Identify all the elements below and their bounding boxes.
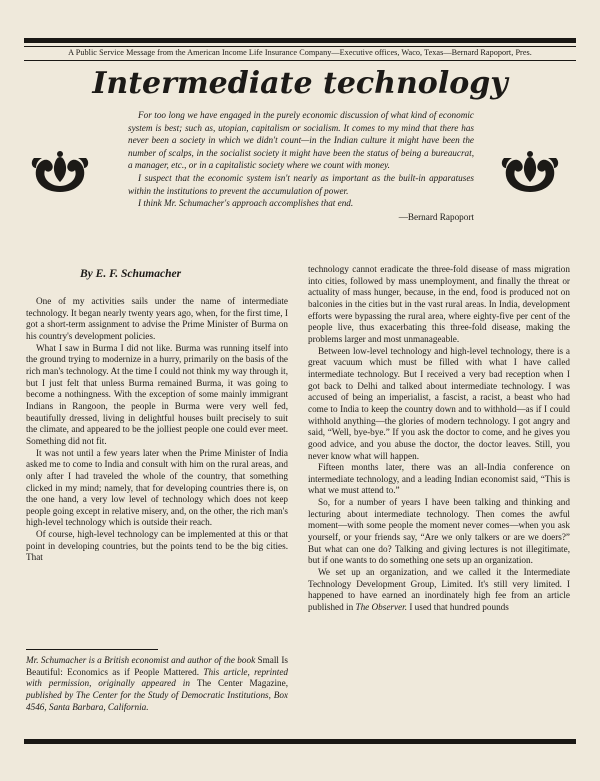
body-paragraph: Fifteen months later, there was an all-India conference on intermediate technology, and a leading Indian economist said, “This is what we must attend to.”: [308, 462, 570, 496]
bottom-rule: [24, 739, 576, 744]
intro-note: [128, 109, 474, 223]
author-note: [26, 655, 288, 714]
intro-signature: —Bernard Rapoport: [398, 211, 474, 222]
body-paragraph: What I saw in Burma I did not like. Burma was running itself into the ground trying to modernize in a hurry, primarily on the basis of the rich man's technology. At the time I could not think my way through it, but I just felt that unless Burma remained Burma, it was going to become a nothingness. With the exception of some mainly immigrant Indians in Rangoon, the people in Burma were very well fed, beautifully dressed, living in delightful houses built precisely to suit the climate, and appeared to be the jolliest people one could ever meet. Something did not fit.: [26, 342, 288, 446]
sponsor-header: A Public Service Message from the American Income Life Insurance Company—Executive offices, Waco, Texas—Bernard Rapoport, Pres.: [68, 48, 532, 57]
body-text: We set up an organization, and we called it the Intermediate Technology Development Group, Limited. It's still very limited. I happened to have earned an inordinately high fee from an article published in: [308, 567, 570, 613]
ornament-left-icon: [30, 148, 90, 194]
magazine-title: The Center Magazine,: [196, 678, 288, 689]
byline: By E. F. Schumacher: [80, 268, 182, 280]
body-paragraph: It was not until a few years later when the Prime Minister of India asked me to come to India and consult with him on the rural areas, and only after I had traveled the whole of the country, that something clicked in my mind; namely, that for developing countries there is, on the one hand, a very low level of technology which does not keep people going except in relative misery, and, on the other, the rich man's high-level technology which is outside their reach.: [26, 447, 288, 528]
body-paragraph: [308, 567, 570, 614]
intro-paragraph: I suspect that the economic system isn't nearly as important as the built-in apparatuses within the institutions to prevent the accumulation of power.: [128, 172, 474, 196]
ornament-right-icon: [500, 148, 560, 194]
body-paragraph: So, for a number of years I have been talking and thinking and lecturing about intermediate technology. Then comes the awful moment—with some people the moment never comes—when you ask yourself, or your friends say, “Are we only talkers or are we doers?” But what can one do? Talking and giving lectures is not illegitimate, but if one wants to do something one sets up an organization.: [308, 497, 570, 566]
top-thick-rule: [24, 38, 576, 43]
intro-paragraph: I think Mr. Schumacher's approach accomplishes that end.: [138, 198, 354, 209]
body-paragraph: technology cannot eradicate the three-fold disease of mass migration into cities, followed by mass unemployment, and finally the threat or actuality of mass hunger, because, in the end, food is produced not on balconies in the cities but in the vast rural areas. In India, development efforts were bypassing the rural area, where eighty-five per cent of the people live, thus exacerbating this three-fold disease, making the problems larger and most unmanageable.: [308, 264, 570, 344]
article-title: Intermediate technology: [92, 66, 508, 101]
body-paragraph: Between low-level technology and high-level technology, there is a great vacuum which must be filled with what I have called intermediate technology. But I received a very bad reception when I got back to Delhi and talked about intermediate technology. I was accused of being an imperialist, a fascist, a racist, a beast who had come to India to keep the country down and to withhold—as if I could withhold anything—the glories of modern technology. I got angry and said, “Well, bye-bye.” If you ask the doctor to come, and he gives you good advice, and you abuse the doctor, the doctor leaves. Still, you never know what will happen.: [308, 345, 570, 461]
intro-paragraph: For too long we have engaged in the purely economic discussion of what kind of economic system is best; such as, utopian, capitalism or socialism. It comes to my mind that there has never been a society in which we didn't count—in the Indian culture it might have been the number of scalps, in the socialist society it might have been the status of being a bureaucrat, a manager, etc., or in a capitalistic society where we count with money.: [128, 110, 474, 171]
body-paragraph: One of my activities sails under the name of intermediate technology. It began nearly twenty years ago, when, for the first time, I got a short-term assignment to advise the Prime Minister of Burma on his country's development policies.: [26, 296, 288, 341]
footnote-rule: [26, 649, 158, 650]
right-column: [308, 264, 570, 614]
body-text: I used that hundred pounds: [407, 602, 509, 613]
author-note-text: This article, reprinted with permission, originally appeared in: [26, 666, 289, 689]
header-rule: [24, 60, 576, 61]
publication-title: The Observer.: [355, 602, 408, 613]
body-paragraph: Of course, high-level technology can be implemented at this or that point in developing countries, but the points tend to be the big cities. That: [26, 529, 288, 563]
book-title: Small Is Beautiful: Economics as if People Mattered.: [26, 655, 288, 677]
left-column: [26, 296, 288, 564]
author-note-text: published by The Center for the Study of Democratic Institutions, Box 4546, Santa Barbara, California.: [26, 690, 288, 712]
author-note-text: Mr. Schumacher is a British economist and author of the book: [26, 655, 258, 665]
